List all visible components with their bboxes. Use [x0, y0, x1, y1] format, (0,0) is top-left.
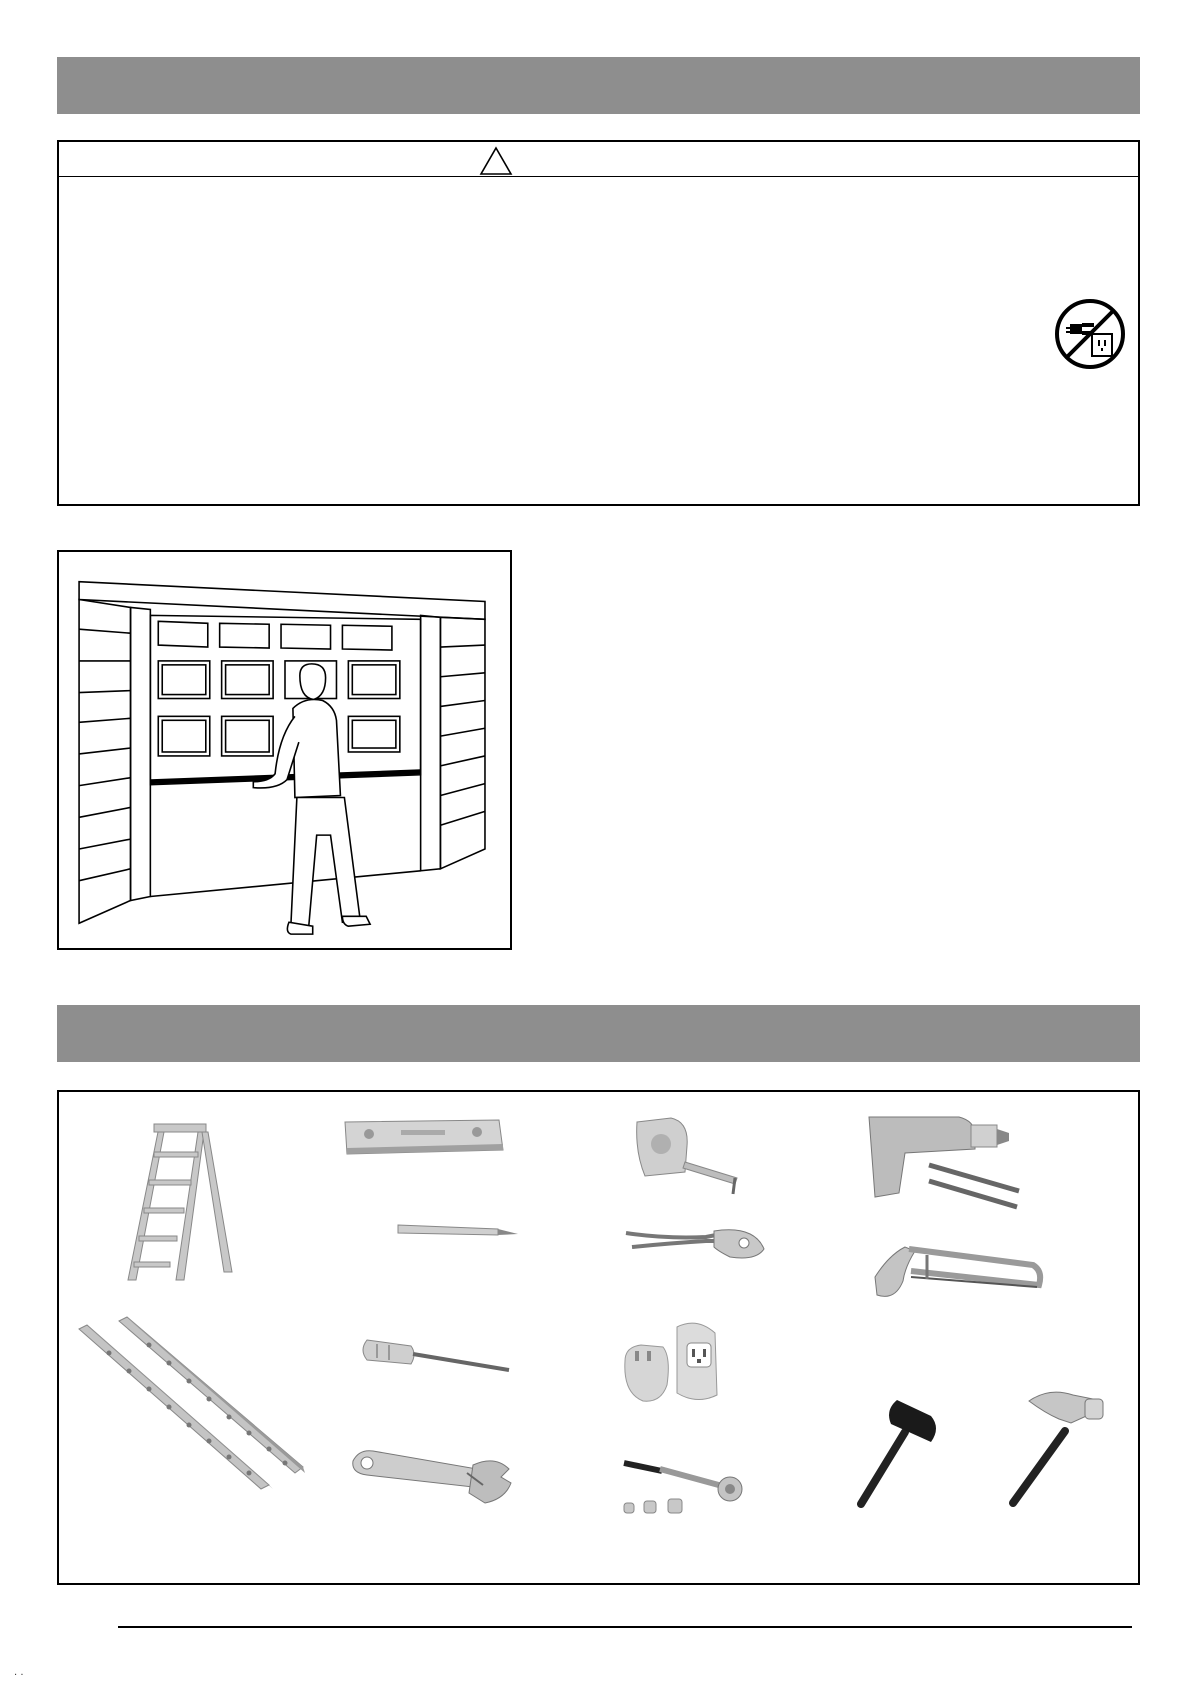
- garage-door-illustration: [57, 550, 512, 950]
- tools-box: [57, 1090, 1140, 1585]
- pencil-icon: [394, 1220, 524, 1242]
- angle-iron-icon: [79, 1317, 304, 1497]
- footer-rule: [118, 1626, 1132, 1628]
- adjustable-wrench-icon: [349, 1447, 529, 1507]
- tape-measure-icon: [629, 1112, 749, 1197]
- ladder-icon: [114, 1112, 244, 1282]
- power-drill-icon: [859, 1107, 1034, 1212]
- claw-hammer-icon: [999, 1387, 1109, 1512]
- warning-header-divider: [59, 176, 1138, 177]
- page-corner-mark: · ·: [14, 1670, 24, 1681]
- no-plug-outlet-icon: [1054, 298, 1126, 370]
- warning-box: [57, 140, 1140, 506]
- screwdriver-icon: [359, 1332, 519, 1382]
- pliers-icon: [624, 1217, 769, 1267]
- mallet-icon: [849, 1392, 959, 1512]
- socket-wrench-icon: [614, 1457, 759, 1522]
- hacksaw-icon: [869, 1237, 1049, 1317]
- section-header-band-tools: [57, 1005, 1140, 1062]
- level-icon: [339, 1114, 509, 1158]
- warning-triangle-icon: [479, 146, 513, 176]
- section-header-band-top: [57, 57, 1140, 114]
- outlet-adapter-icon: [619, 1317, 744, 1407]
